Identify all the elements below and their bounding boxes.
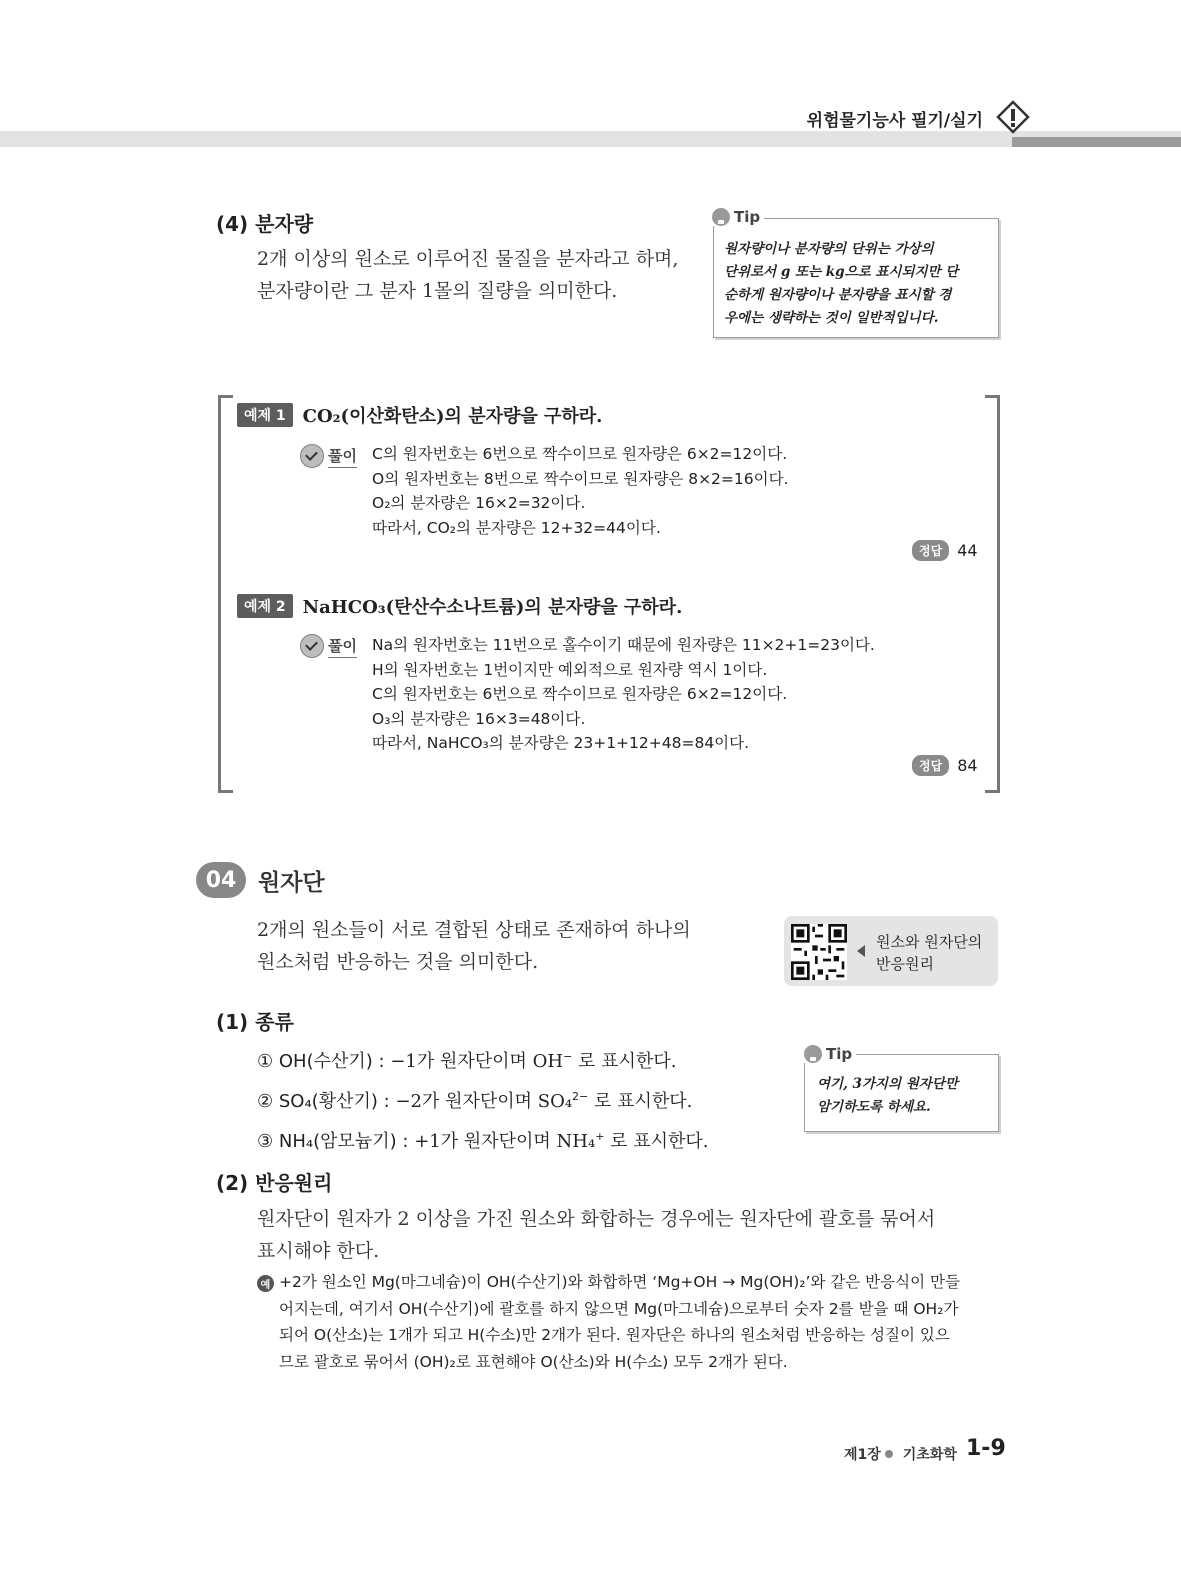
qr-caption-line: 반응원리 — [876, 955, 934, 973]
answer-value: 44 — [957, 541, 978, 560]
radical-desc-end: 로 표시한다. — [578, 1051, 677, 1072]
section-number-badge: 04 — [196, 862, 246, 898]
radical-desc: +1가 원자단이며 NH₄ — [414, 1131, 596, 1152]
chapter-label: 제1장 — [844, 1447, 881, 1463]
tip-tag — [804, 1045, 856, 1063]
example-line: +2가 원소인 Mg(마그네슘)이 OH(수산기)와 화합하면 ‘Mg+OH → Mg(OH)₂’와 같은 반응식이 만들 — [279, 1273, 960, 1291]
warning-diamond-icon — [996, 100, 1030, 134]
solution-line: 따라서, NaHCO₃의 분자량은 23+1+12+48=84이다. — [372, 734, 750, 752]
lightbulb-icon — [712, 208, 730, 226]
body-line: 2개의 원소들이 서로 결합된 상태로 존재하여 하나의 — [257, 919, 691, 941]
solution-label: 풀이 — [328, 635, 357, 658]
solution-line: O₃의 분자량은 16×3=48이다. — [372, 709, 586, 728]
principle-example — [279, 1269, 999, 1375]
example-line: 어지는데, 여기서 OH(수산기)에 괄호를 하지 않으면 Mg(마그네슘)으로부터 숫자 2를 받을 때 OH₂가 — [279, 1299, 959, 1318]
qr-caption-line: 원소와 원자단의 — [876, 933, 983, 951]
example-bracket-right — [985, 395, 1000, 793]
list-marker: ③ — [257, 1131, 274, 1152]
radical-desc-end: 로 표시한다. — [610, 1131, 709, 1152]
header-band-accent — [1012, 137, 1181, 147]
tip-line: 순하게 원자량이나 분자량을 표시할 경 — [724, 287, 952, 303]
solution-badge — [300, 444, 357, 468]
solution-line: Na의 원자번호는 11번으로 홀수이기 때문에 원자량은 11×2+1=23이다. — [372, 636, 875, 654]
body-line: 원소처럼 반응하는 것을 의미한다. — [257, 951, 539, 973]
example-line: 므로 괄호로 묶어서 (OH)₂로 표현해야 O(산소)와 H(수소) 모두 2개가 된다. — [279, 1352, 788, 1371]
body-line: 2개 이상의 원소로 이루어진 물질을 분자라고 하며, — [257, 248, 679, 270]
answer-badge: 정답 — [912, 540, 949, 561]
list-marker: ① — [257, 1051, 274, 1072]
answer-value: 84 — [957, 756, 978, 775]
solution-line: C의 원자번호는 6번으로 짝수이므로 원자량은 6×2=12이다. — [372, 445, 788, 463]
qr-caption — [876, 931, 982, 975]
tip-text — [724, 238, 992, 330]
tip-line: 여기, 3가지의 원자단만 — [817, 1076, 958, 1092]
example-badge: 예제 1 — [237, 403, 293, 427]
example-mark: 예 — [257, 1275, 274, 1292]
radical-name: SO₄(황산기) — [278, 1091, 378, 1112]
tip-line: 암기하도록 하세요. — [817, 1099, 931, 1115]
example-1-solution — [372, 442, 789, 540]
bullet-dot-icon — [885, 1450, 893, 1458]
example-2-answer — [912, 755, 978, 776]
molecular-weight-body — [257, 243, 678, 307]
tip-text — [817, 1073, 958, 1119]
example-2-solution — [372, 633, 875, 756]
solution-line: H의 원자번호는 1번이지만 예외적으로 원자량 역시 1이다. — [372, 660, 768, 679]
principle-heading: (2) 반응원리 — [216, 1171, 333, 1195]
section-title: 원자단 — [258, 870, 325, 896]
example-bracket-left — [218, 395, 233, 793]
section-heading-molecular-weight: (4) 분자량 — [216, 212, 314, 236]
list-item: ③ NH₄(암모늄기) : +1가 원자단이며 NH₄+ 로 표시한다. — [257, 1130, 709, 1152]
radical-desc: −1가 원자단이며 OH — [390, 1051, 564, 1072]
lightbulb-icon — [804, 1045, 822, 1063]
check-pencil-icon — [300, 634, 324, 658]
example-line: 되어 O(산소)는 1개가 되고 H(수소)만 2개가 된다. 원자단은 하나의 원소처럼 반응하는 성질이 있으 — [279, 1326, 950, 1344]
charge-sup: + — [595, 1130, 605, 1143]
radical-types-list — [257, 1039, 709, 1159]
example-badge: 예제 2 — [237, 594, 293, 618]
example-2-header — [237, 593, 682, 619]
example-title: NaHCO₃(탄산수소나트륨)의 분자량을 구하라. — [302, 597, 683, 618]
example-title: CO₂(이산화탄소)의 분자량을 구하라. — [302, 406, 603, 427]
list-marker: ② — [257, 1091, 274, 1112]
types-heading: (1) 종류 — [216, 1010, 294, 1034]
tip-label: Tip — [826, 1045, 853, 1063]
principle-body — [257, 1203, 1002, 1267]
solution-line: C의 원자번호는 6번으로 짝수이므로 원자량은 6×2=12이다. — [372, 685, 788, 703]
solution-badge — [300, 634, 357, 658]
arrow-left-icon — [857, 945, 865, 957]
tip-line: 단위로서 g 또는 kg으로 표시되지만 단 — [724, 264, 959, 280]
solution-line: 따라서, CO₂의 분자량은 12+32=44이다. — [372, 518, 661, 537]
body-line: 원자단이 원자가 2 이상을 가진 원소와 화합하는 경우에는 원자단에 괄호를 묶어서 — [257, 1208, 936, 1230]
answer-badge: 정답 — [912, 755, 949, 776]
radical-name: OH(수산기) — [278, 1051, 373, 1072]
subject-label: 기초화학 — [902, 1447, 957, 1463]
tip-line: 원자량이나 분자량의 단위는 가상의 — [724, 241, 934, 257]
example-1-header — [237, 402, 602, 428]
example-1-answer — [912, 540, 978, 561]
charge-sup: 2− — [572, 1090, 589, 1103]
tip-tag — [712, 208, 764, 226]
footer-chapter — [844, 1444, 957, 1464]
body-line: 분자량이란 그 분자 1몰의 질량을 의미한다. — [257, 280, 618, 302]
radical-desc-end: 로 표시한다. — [594, 1091, 693, 1112]
radical-desc: −2가 원자단이며 SO₄ — [395, 1091, 573, 1112]
list-item: ② SO₄(황산기) : −2가 원자단이며 SO₄$^{2-}$ 로 표시한다. — [257, 1090, 693, 1112]
list-item: ① OH(수산기) : −1가 원자단이며 OH− 로 표시한다. — [257, 1050, 677, 1072]
qr-code-icon[interactable] — [791, 924, 847, 980]
solution-label: 풀이 — [328, 445, 357, 468]
tip-label: Tip — [734, 208, 761, 226]
page-number: 1-9 — [966, 1436, 1006, 1461]
book-title: 위험물기능사 필기/실기 — [806, 111, 983, 131]
radical-definition — [257, 914, 691, 978]
solution-line: O₂의 분자량은 16×2=32이다. — [372, 494, 586, 512]
charge-sup: − — [563, 1050, 573, 1063]
body-line: 표시해야 한다. — [257, 1240, 380, 1262]
check-pencil-icon — [300, 444, 324, 468]
solution-line: O의 원자번호는 8번으로 짝수이므로 원자량은 8×2=16이다. — [372, 469, 789, 488]
radical-name: NH₄(암모늄기) — [278, 1131, 397, 1152]
tip-line: 우에는 생략하는 것이 일반적입니다. — [724, 310, 939, 326]
